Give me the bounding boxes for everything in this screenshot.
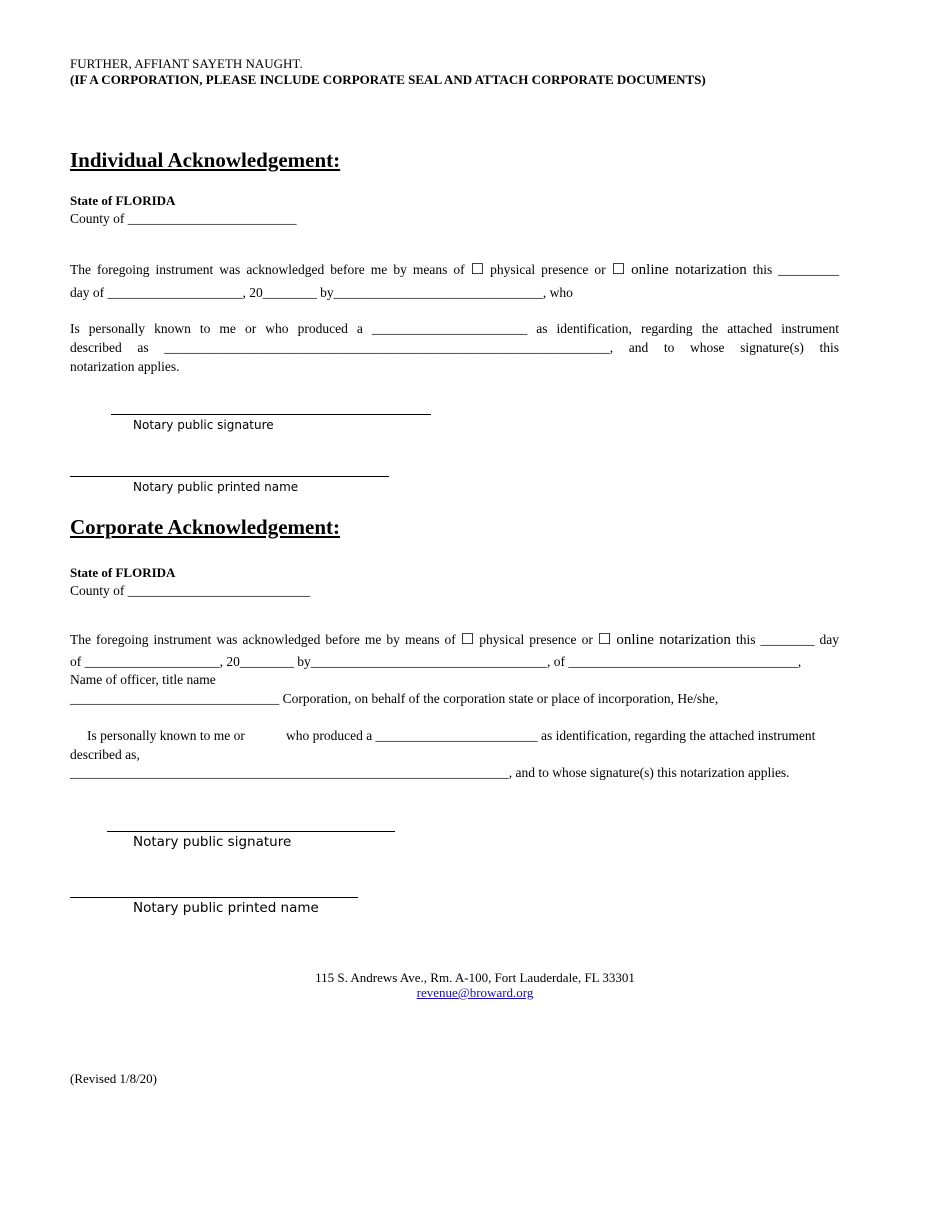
individual-line4-h: this [819, 340, 839, 355]
corporate-line1-b: physical presence or [479, 632, 593, 647]
corporate-signature-line[interactable] [107, 831, 395, 832]
individual-line2: day of ____________________, 20________ by_______________________________, who [70, 285, 573, 300]
individual-line4-c: __________________________________________________________________, [164, 340, 614, 355]
individual-line3 [70, 321, 839, 337]
individual-line1-a: The foregoing instrument was acknowledged before me by means of [70, 262, 465, 277]
footer-address: 115 S. Andrews Ave., Rm. A-100, Fort Lauderdale, FL 33301 [315, 970, 635, 985]
individual-line3-a: Is personally known to me or [70, 321, 257, 336]
individual-line4-e: to [663, 340, 675, 355]
corporate-line4: _______________________________ Corporation, on behalf of the corporation state or place of incorporation, He/she, [70, 691, 719, 706]
individual-line3-c: _______________________ [371, 321, 528, 336]
corporate-line6: described as, [70, 747, 140, 762]
individual-printed-name-label: Notary public printed name [133, 480, 299, 494]
corporate-printed-name-label: Notary public printed name [133, 900, 319, 916]
checkbox-physical-presence[interactable]: ☐ [470, 262, 485, 278]
footer-email-link[interactable]: revenue@broward.org [416, 985, 534, 1000]
individual-signature-line[interactable] [111, 414, 431, 415]
individual-line5: notarization applies. [70, 359, 180, 374]
corporate-line1 [70, 630, 839, 649]
corporate-state: State of FLORIDA [70, 565, 176, 580]
corporate-line1-a: The foregoing instrument was acknowledged before me by means of [70, 632, 456, 647]
individual-county[interactable]: County of _________________________ [70, 211, 297, 226]
individual-line1-c: online notarization [631, 262, 747, 278]
affiant-line: FURTHER, AFFIANT SAYETH NAUGHT. [70, 56, 303, 71]
individual-line1-d: this _________ [752, 262, 840, 277]
individual-state: State of FLORIDA [70, 193, 176, 208]
corporate-line3: Name of officer, title name [70, 672, 216, 687]
footer-email-wrap [0, 985, 950, 1001]
individual-line4-f: whose [690, 340, 725, 355]
corporate-printed-name-line[interactable] [70, 897, 358, 898]
individual-line1-b: physical presence or [490, 262, 606, 277]
individual-line4-b: as [137, 340, 149, 355]
individual-line4-d: and [628, 340, 649, 355]
corporate-line1-d: this ________ day [735, 632, 840, 647]
individual-line3-b: who produced a [265, 321, 363, 336]
individual-line3-d: as identification, regarding the attached instrument [536, 321, 840, 336]
individual-line1 [70, 260, 839, 279]
corporate-line1-c: online notarization [616, 632, 731, 648]
individual-line4-a: described [70, 340, 122, 355]
revised-date: (Revised 1/8/20) [70, 1071, 158, 1086]
corporate-line2: of ____________________, 20________ by___________________________________, of __________________________________, [70, 654, 802, 669]
individual-line4 [70, 340, 839, 356]
corporate-signature-label: Notary public signature [133, 834, 292, 850]
corporation-note: (IF A CORPORATION, PLEASE INCLUDE CORPORATE SEAL AND ATTACH CORPORATE DOCUMENTS) [70, 72, 706, 87]
checkbox-online-notarization-corp[interactable]: ☐ [597, 632, 612, 648]
individual-signature-label: Notary public signature [133, 418, 274, 432]
checkbox-online-notarization[interactable]: ☐ [611, 262, 626, 278]
individual-line4-g: signature(s) [740, 340, 804, 355]
corporate-county[interactable]: County of ___________________________ [70, 583, 311, 598]
corporate-heading: Corporate Acknowledgement: [70, 515, 341, 539]
corporate-line5-a: Is personally known to me or [87, 728, 245, 743]
individual-heading: Individual Acknowledgement: [70, 148, 341, 172]
individual-printed-name-line[interactable] [70, 476, 389, 477]
corporate-line5-b: who produced a ________________________ as identification, regarding the attached instrument [286, 728, 816, 743]
checkbox-physical-presence-corp[interactable]: ☐ [460, 632, 475, 648]
corporate-line7: _________________________________________________________________, and to whose signature(s) this notarization applies. [70, 765, 790, 780]
